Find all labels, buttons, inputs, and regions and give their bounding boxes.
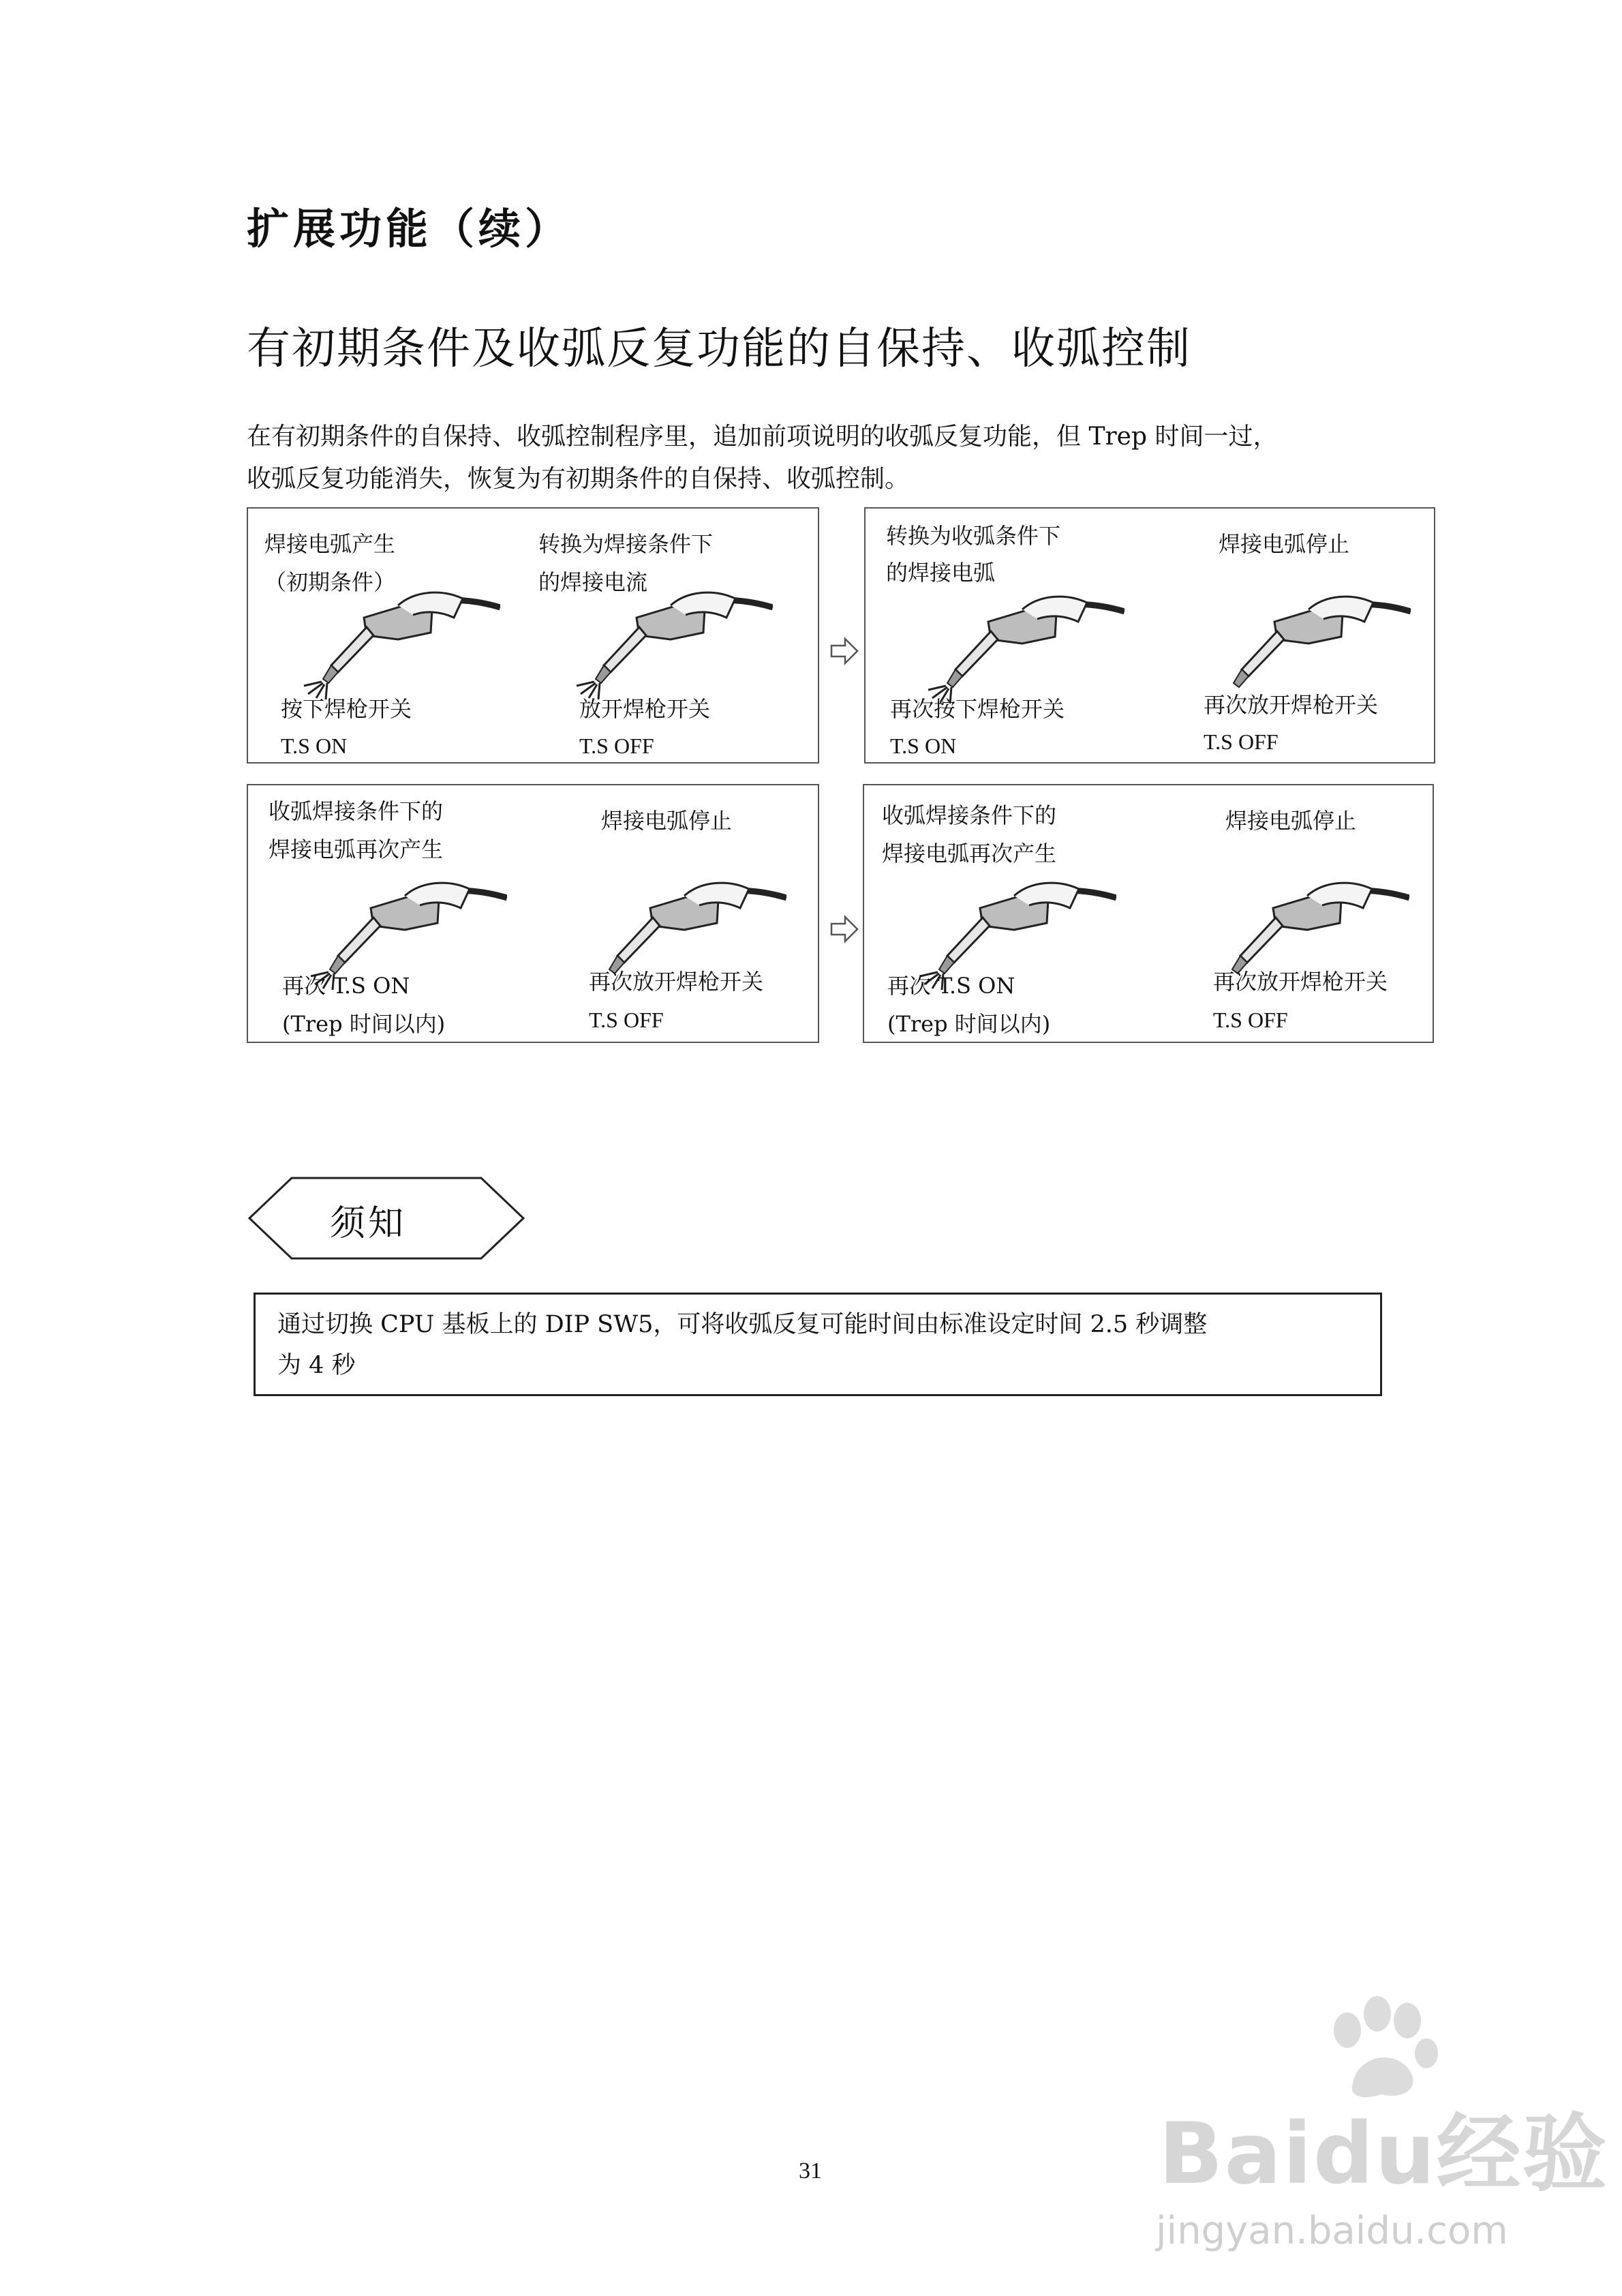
trigger-state: T.S ON [890,734,957,758]
notice-text [277,1304,1368,1386]
torch-no-arc [609,883,786,973]
torch-with-arc [928,596,1124,704]
step-label-top: 的焊接电流 [538,569,648,595]
notice-label: 须知 [330,1203,407,1244]
step-label-bottom: 再次 T.S ON [887,973,1015,999]
welding-torch-icon [1206,574,1411,704]
torch-with-arc [304,592,500,699]
torch-with-arc [577,592,773,699]
trigger-state: T.S ON [281,734,348,758]
step-label-top: 转换为焊接条件下 [538,531,714,557]
intro-line: 在有初期条件的自保持、收弧控制程序里，追加前项说明的收弧反复功能，但 Trep 时间一过， [247,423,1278,451]
step-label-top: 转换为收弧条件下 [886,523,1061,549]
arrow-right-icon [827,634,861,668]
arrow-right-icon [827,912,861,946]
intro-paragraph [247,416,1433,500]
trigger-state: T.S OFF [589,1008,664,1032]
step-label-bottom: 放开焊枪开关 [579,696,711,722]
step-label-top: 收弧焊接条件下的 [882,802,1057,828]
notice-line: 通过切换 CPU 基板上的 DIP SW5，可将收弧反复可能时间由标准设定时间 2.5 秒调整 [277,1311,1208,1338]
torch-no-arc [1234,596,1411,687]
sequence-panel-3 [247,784,819,1043]
welding-torch-icon [568,570,773,699]
torch-no-arc [1232,883,1409,973]
trigger-state: T.S OFF [1213,1008,1288,1032]
step-label-bottom: 按下焊枪开关 [281,696,412,722]
step-label-top: 焊接电弧停止 [601,808,733,834]
step-label-top: 焊接电弧停止 [1225,808,1357,834]
step-label-bottom: 再次放开焊枪开关 [1213,969,1388,995]
section-title: 扩展功能（续） [247,204,572,254]
step-label-bottom: (Trep 时间以内) [887,1011,1051,1037]
step-label-bottom: (Trep 时间以内) [282,1011,446,1037]
step-label-top: 焊接电弧再次产生 [882,841,1057,866]
step-label-top: 焊接电弧产生 [264,531,396,557]
welding-torch-icon [296,570,500,699]
trigger-state: T.S OFF [579,734,654,758]
step-label-bottom: 再次按下焊枪开关 [890,696,1065,722]
step-label-top: 的焊接电弧 [886,560,996,586]
watermark-logo: Baidu经验 [1159,2105,1608,2203]
trigger-state: T.S OFF [1204,729,1279,754]
step-label-bottom: 再次放开焊枪开关 [589,969,764,995]
page-number: 31 [799,2158,822,2184]
step-label-top: 焊接电弧再次产生 [269,836,444,862]
welding-torch-icon [920,574,1124,704]
intro-line: 收弧反复功能消失，恢复为有初期条件的自保持、收弧控制。 [247,465,910,493]
sequence-panel-4 [863,784,1434,1043]
notice-line: 为 4 秒 [277,1352,356,1379]
step-label-bottom: 再次 T.S ON [282,973,410,999]
step-label-top: 焊接电弧停止 [1219,531,1350,557]
watermark-url: jingyan.baidu.com [1156,2209,1508,2253]
sequence-panel-2 [864,507,1435,764]
step-label-top: （初期条件） [264,569,396,595]
step-label-top: 收弧焊接条件下的 [269,798,444,824]
page-subtitle: 有初期条件及收弧反复功能的自保持、收弧控制 [247,324,1191,374]
notice-box [254,1293,1382,1396]
step-label-bottom: 再次放开焊枪开关 [1204,692,1379,718]
sequence-panel-1 [247,507,819,764]
